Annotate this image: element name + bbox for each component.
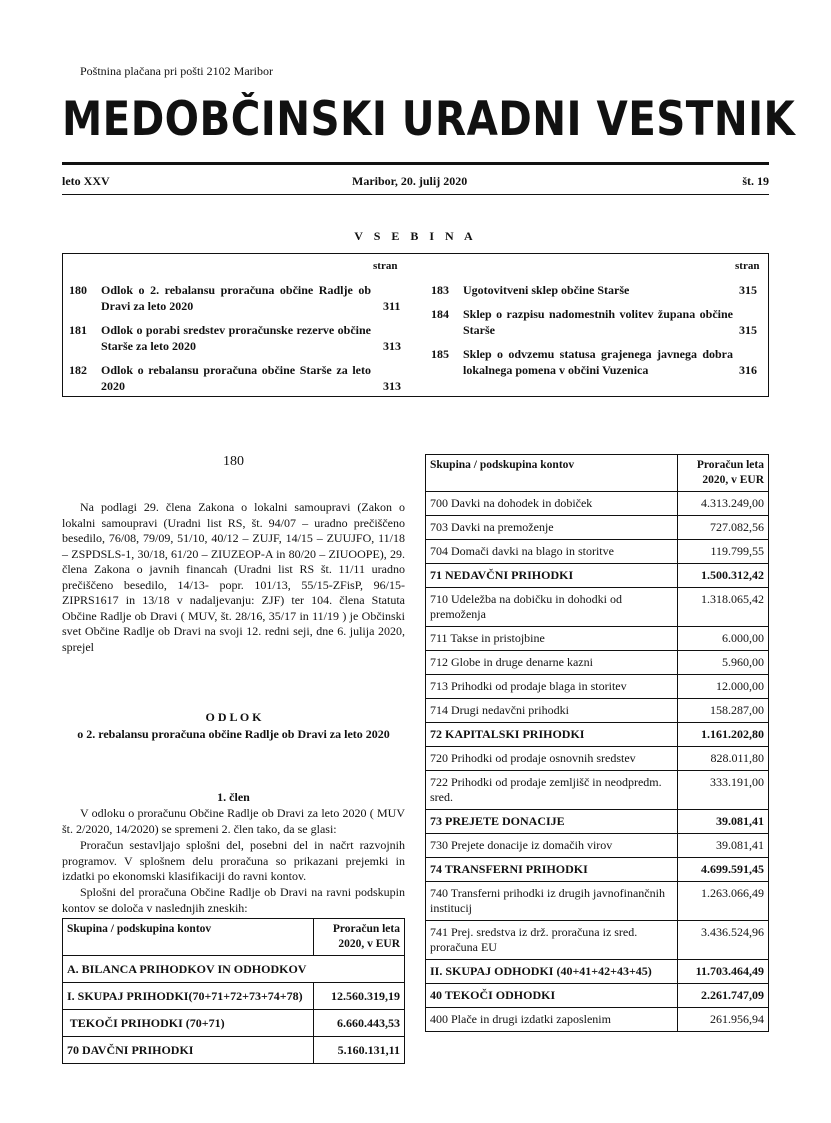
row-value: 4.699.591,45	[678, 858, 769, 882]
table-row	[426, 540, 769, 564]
table-row	[426, 588, 769, 627]
row-label: 72 KAPITALSKI PRIHODKI	[426, 723, 678, 747]
table-row	[426, 960, 769, 984]
toc-page-label-left: stran	[373, 260, 398, 272]
row-label: 710 Udeležba na dobičku in dohodki od premoženja	[426, 588, 678, 627]
toc-entry-page: 315	[739, 323, 757, 337]
row-label: 70 DAVČNI PRIHODKI	[63, 1037, 314, 1064]
table-header-group: Skupina / podskupina kontov	[426, 455, 678, 492]
row-label: 714 Drugi nedavčni prihodki	[426, 699, 678, 723]
row-label: 703 Davki na premoženje	[426, 516, 678, 540]
row-label: 71 NEDAVČNI PRIHODKI	[426, 564, 678, 588]
row-value: 261.956,94	[678, 1008, 769, 1032]
odlok-title: O D L O K	[205, 710, 262, 724]
toc-entry-number: 183	[431, 283, 449, 297]
toc-entry-page: 313	[383, 339, 401, 353]
article-number: 180	[223, 454, 244, 469]
budget-table-left	[62, 918, 405, 1064]
row-label: 722 Prihodki od prodaje zemljišč in neodpredm. sred.	[426, 771, 678, 810]
table-row	[426, 1008, 769, 1032]
row-label: 720 Prihodki od prodaje osnovnih sredstev	[426, 747, 678, 771]
toc-entry-title: Odlok o porabi sredstev proračunske rezerve občine Starše za leto 2020	[101, 323, 371, 353]
row-label: 700 Davki na dohodek in dobiček	[426, 492, 678, 516]
table-row	[426, 723, 769, 747]
odlok-subtitle: o 2. rebalansu proračuna občine Radlje ob Dravi za leto 2020	[77, 727, 390, 741]
row-label: I. SKUPAJ PRIHODKI(70+71+72+73+74+78)	[63, 983, 314, 1010]
budget-table-right	[425, 454, 769, 1032]
toc-entry-page: 311	[383, 299, 401, 313]
row-value: 5.160.131,11	[314, 1037, 405, 1064]
row-label: 711 Takse in pristojbine	[426, 627, 678, 651]
toc-entry-page: 315	[739, 283, 757, 297]
table-header-amount-line2: 2020, v EUR	[702, 474, 764, 486]
table-row	[426, 921, 769, 960]
toc-entry-title: Odlok o 2. rebalansu proračuna občine Radlje ob Dravi za leto 2020	[101, 283, 371, 313]
table-row	[426, 834, 769, 858]
row-value: 333.191,00	[678, 771, 769, 810]
table-row	[426, 627, 769, 651]
row-value: 119.799,55	[678, 540, 769, 564]
table-row	[426, 675, 769, 699]
table-row	[426, 858, 769, 882]
clause-paragraph-3: Splošni del proračuna Občine Radlje ob Dravi na ravni podskupin kontov se določa v naslednjih zneskih:	[62, 885, 405, 915]
toc-entry-page: 316	[739, 363, 757, 377]
clause-paragraph-2: Proračun sestavljajo splošni del, posebni del in načrt razvojnih programov. V splošnem delu proračuna so prikazani prejemki in izdatki po ekonomski klasifikaciji do ravni kontov.	[62, 838, 405, 883]
toc-entry-title: Ugotovitveni sklep občine Starše	[463, 283, 630, 297]
table-row	[426, 810, 769, 834]
row-value: 39.081,41	[678, 810, 769, 834]
table-header-amount-line1: Proračun leta	[696, 459, 764, 471]
toc-entry-number: 180	[69, 283, 87, 297]
header-rule-bottom	[62, 194, 769, 195]
table-header-group: Skupina / podskupina kontov	[63, 919, 314, 956]
toc-entry-number: 182	[69, 363, 87, 377]
table-row	[426, 651, 769, 675]
row-value: 158.287,00	[678, 699, 769, 723]
toc-entry-number: 184	[431, 307, 449, 321]
row-value: 1.263.066,49	[678, 882, 769, 921]
header-rule-top	[62, 162, 769, 165]
toc-entry-number: 185	[431, 347, 449, 361]
row-value: 3.436.524,96	[678, 921, 769, 960]
table-row	[426, 771, 769, 810]
row-value: 1.318.065,42	[678, 588, 769, 627]
table-of-contents	[62, 253, 769, 397]
toc-entry-title: Sklep o razpisu nadomestnih volitev župana občine Starše	[463, 307, 733, 337]
row-label: II. SKUPAJ ODHODKI (40+41+42+43+45)	[426, 960, 678, 984]
row-value: 1.161.202,80	[678, 723, 769, 747]
table-row	[426, 882, 769, 921]
row-label: 741 Prej. sredstva iz drž. proračuna iz sred. proračuna EU	[426, 921, 678, 960]
table-row	[426, 492, 769, 516]
table-section-row: A. BILANCA PRIHODKOV IN ODHODKOV	[63, 956, 405, 983]
row-label: 730 Prejete donacije iz domačih virov	[426, 834, 678, 858]
issue-year: leto XXV	[62, 174, 110, 188]
table-row	[426, 984, 769, 1008]
row-value: 6.660.443,53	[314, 1010, 405, 1037]
issue-date: Maribor, 20. julij 2020	[352, 174, 468, 188]
row-value: 39.081,41	[678, 834, 769, 858]
row-value: 727.082,56	[678, 516, 769, 540]
row-value: 5.960,00	[678, 651, 769, 675]
table-header-amount	[678, 455, 769, 492]
contents-heading: V S E B I N A	[354, 229, 477, 243]
row-label: 740 Transferni prihodki iz drugih javnofinančnih institucij	[426, 882, 678, 921]
row-value: 12.000,00	[678, 675, 769, 699]
issue-number: št. 19	[742, 174, 769, 188]
row-value: 4.313.249,00	[678, 492, 769, 516]
clause-paragraph-1: V odloku o proračunu Občine Radlje ob Dravi za leto 2020 ( MUV št. 2/2020, 14/2020) se spremeni 2. člen tako, da se glasi:	[62, 806, 405, 836]
table-row	[63, 983, 405, 1010]
row-value: 1.500.312,42	[678, 564, 769, 588]
postage-note: Poštnina plačana pri pošti 2102 Maribor	[80, 64, 273, 78]
article-clause-heading: 1. člen	[217, 790, 250, 804]
table-header-amount	[314, 919, 405, 956]
table-row	[426, 747, 769, 771]
table-row	[63, 1037, 405, 1064]
toc-entry-page: 313	[383, 379, 401, 393]
row-label: 74 TRANSFERNI PRIHODKI	[426, 858, 678, 882]
toc-entry-number: 181	[69, 323, 87, 337]
toc-page-label-right: stran	[735, 260, 760, 272]
article-intro: Na podlagi 29. člena Zakona o lokalni samoupravi (Zakon o lokalni samoupravi (Uradni list RS, št. 94/07 – uradno prečiščeno besedilo, 76/08, 79/09, 51/10, 40/12 – ZUJF, 14/15 – ZUUJFO, 11/18 – ZSPDSLS-1, 30/18, 61/20 – ZIUZEOP-A in 80/20 – ZIUOOPE), 29. člena Zakona o javnih financah (Uradni list RS št. 11/11 uradno prečiščeno besedilo, 14/13- popr. 101/13, 55/15-ZFisP, 96/15-ZIPRS1617 in 13/18 v nadaljevanju: ZJF) ter 104. člena Statuta Občine Radlje ob Dravi ( MUV, št. 28/16, 35/17 in 11/19 ) je Občinski svet Občine Radlje ob Dravi na svoji 12. redni seji, dne 6. julija 2020, sprejel	[62, 500, 405, 654]
toc-entry-title: Sklep o odvzemu statusa grajenega javnega dobra lokalnega pomena v občini Vuzenica	[463, 347, 733, 377]
table-row	[426, 516, 769, 540]
toc-entry-title: Odlok o rebalansu proračuna občine Starše za leto 2020	[101, 363, 371, 393]
row-value: 11.703.464,49	[678, 960, 769, 984]
row-value: 828.011,80	[678, 747, 769, 771]
row-label: 713 Prihodki od prodaje blaga in storitev	[426, 675, 678, 699]
row-label: 704 Domači davki na blago in storitve	[426, 540, 678, 564]
row-value: 2.261.747,09	[678, 984, 769, 1008]
row-label: 712 Globe in druge denarne kazni	[426, 651, 678, 675]
masthead-title: MEDOBČINSKI URADNI VESTNIK	[62, 92, 796, 147]
table-header-amount-line2: 2020, v EUR	[338, 938, 400, 950]
table-row	[63, 1010, 405, 1037]
row-label: 40 TEKOČI ODHODKI	[426, 984, 678, 1008]
table-row	[426, 564, 769, 588]
row-label: 400 Plače in drugi izdatki zaposlenim	[426, 1008, 678, 1032]
row-label: TEKOČI PRIHODKI (70+71)	[63, 1010, 314, 1037]
row-label: 73 PREJETE DONACIJE	[426, 810, 678, 834]
table-row	[426, 699, 769, 723]
row-value: 12.560.319,19	[314, 983, 405, 1010]
table-header-amount-line1: Proračun leta	[332, 923, 400, 935]
row-value: 6.000,00	[678, 627, 769, 651]
